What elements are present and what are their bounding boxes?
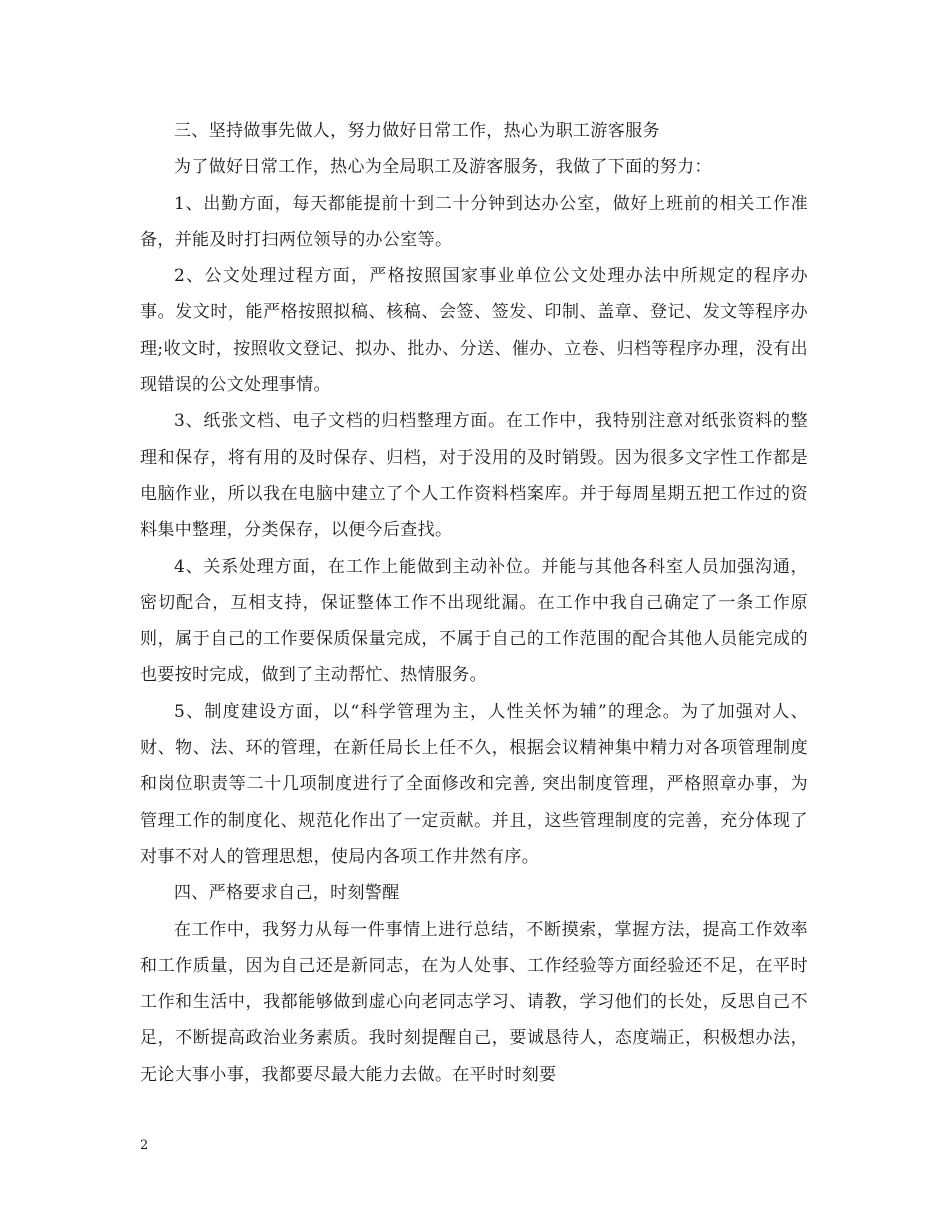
item-system-building: 5、制度建设方面，以“科学管理为主，人性关怀为辅”的理念。为了加强对人、财、物、法、环的管理，在新任局长上任不久，根据会议精神集中精力对各项管理制度和岗位职责等二十几项制度进行了全面修改和完善, 突出制度管理，严格照章办事，为管理工作的制度化、规范化作出了一定贡献。并且，这些管理制度的完善，充分体现了对事不对人的管理思想，使局内各项工作井然有序。 — [140, 701, 808, 867]
item-relations: 4、关系处理方面，在工作上能做到主动补位。并能与其他各科室人员加强沟通，密切配合，互相支持，保证整体工作不出现纰漏。在工作中我自己确定了一条工作原则，属于自己的工作要保质保量完成，不属于自己的工作范围的配合其他人员能完成的也要按时完成，做到了主动帮忙、热情服务。 — [140, 556, 808, 686]
item-archiving: 3、纸张文档、电子文档的归档整理方面。在工作中，我特别注意对纸张资料的整理和保存，将有用的及时保存、归档，对于没用的及时销毁。因为很多文字性工作都是电脑作业，所以我在电脑中建立了个人工作资料档案库。并于每周星期五把工作过的资料集中整理，分类保存，以便今后查找。 — [140, 411, 808, 541]
page-number: 2 — [140, 1138, 149, 1153]
self-discipline-paragraph: 在工作中，我努力从每一件事情上进行总结，不断摸索，掌握方法，提高工作效率和工作质量，因为自己还是新同志，在为人处事、工作经验等方面经验还不足，在平时工作和生活中，我都能够做到虚心向老同志学习、请教，学习他们的长处，反思自己不足，不断提高政治业务素质。我时刻提醒自己，要诚恳待人，态度端正，积极想办法，无论大事小事，我都要尽最大能力去做。在平时时刻要 — [140, 919, 808, 1085]
item-attendance: 1、出勤方面，每天都能提前十到二十分钟到达办公室，做好上班前的相关工作准备，并能及时打扫两位领导的办公室等。 — [140, 193, 808, 250]
section-heading-3: 三、坚持做事先做人，努力做好日常工作，热心为职工游客服务 — [174, 121, 660, 141]
item-document-processing: 2、公文处理过程方面，严格按照国家事业单位公文处理办法中所规定的程序办事。发文时，能严格按照拟稿、核稿、会签、签发、印制、盖章、登记、发文等程序办理;收文时，按照收文登记、拟办、批办、分送、催办、立卷、归档等程序办理，没有出现错误的公文处理事情。 — [140, 266, 808, 396]
intro-paragraph: 为了做好日常工作，热心为全局职工及游客服务，我做了下面的努力： — [174, 157, 712, 178]
section-heading-4: 四、严格要求自己，时刻警醒 — [174, 883, 400, 904]
document-body — [140, 113, 808, 1093]
